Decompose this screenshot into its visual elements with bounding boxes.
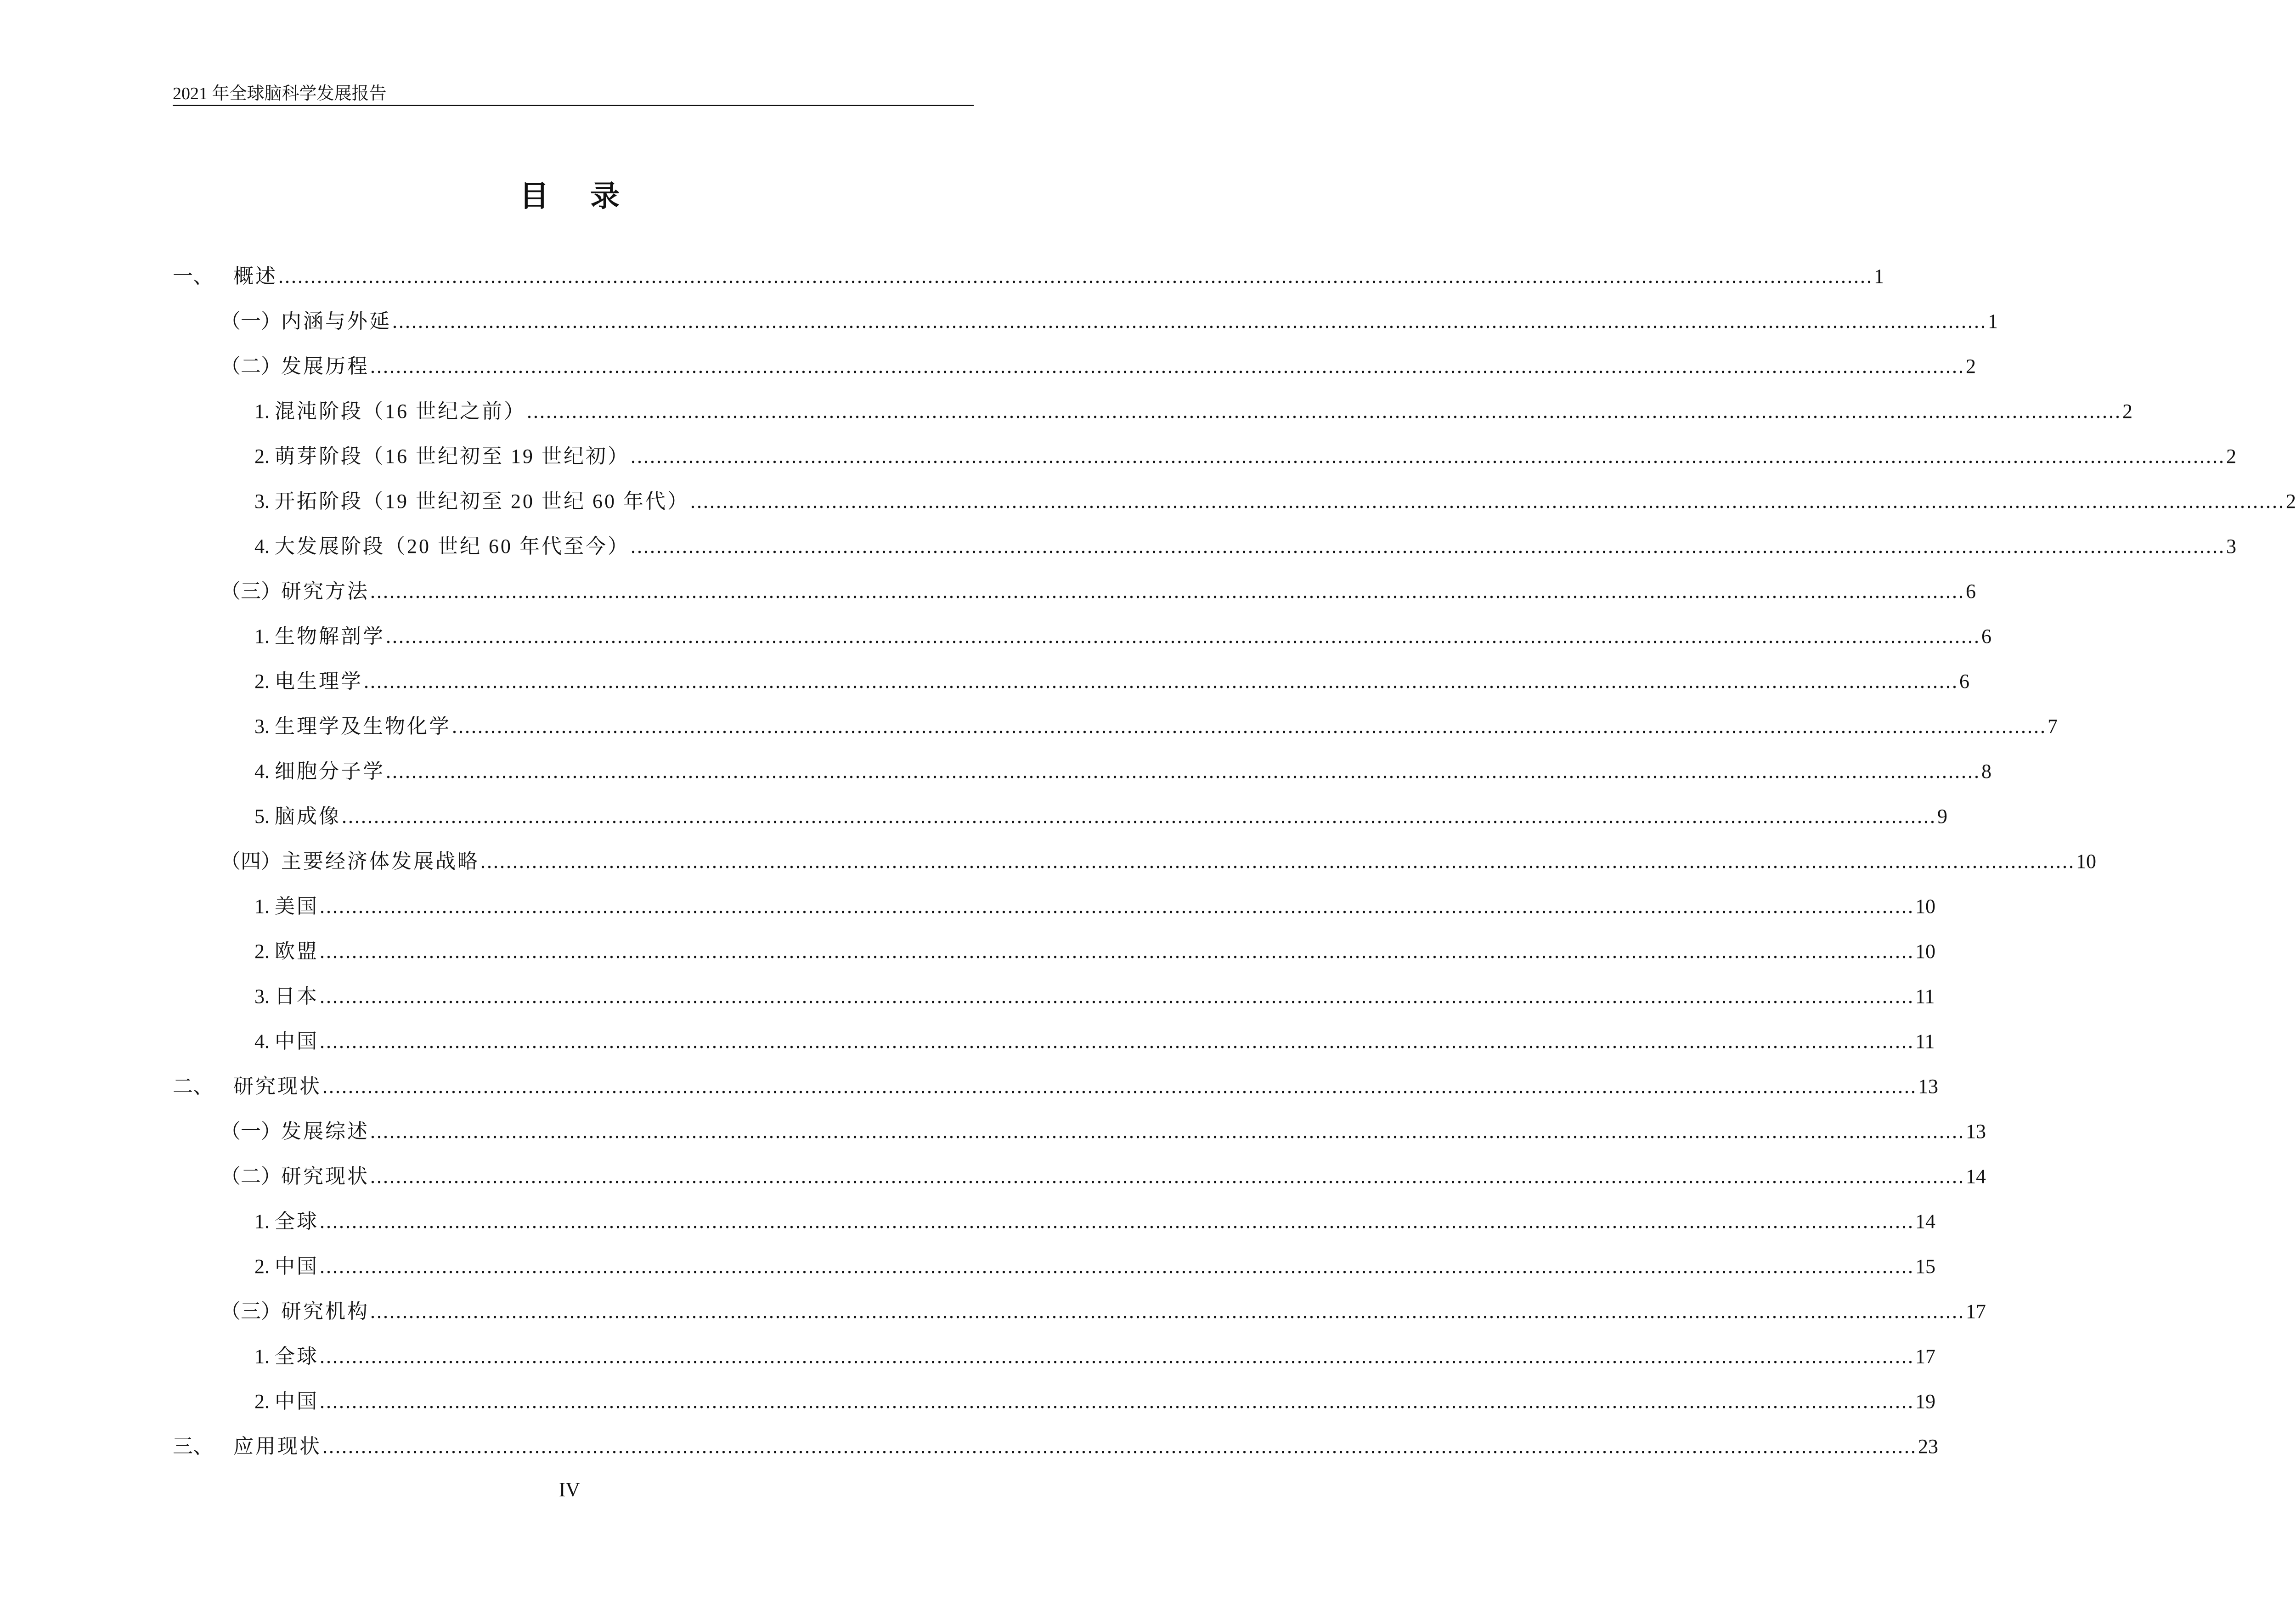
toc-entry[interactable] bbox=[220, 353, 1976, 380]
toc-entry-number: （一） bbox=[220, 310, 281, 332]
dot-leader: ........................................................................................................................................................................................................................................................ bbox=[320, 1210, 1914, 1233]
toc-entry-page: 13 bbox=[1966, 1120, 1986, 1143]
toc-entry-page: 6 bbox=[1959, 670, 1969, 693]
toc-entry-number: 一、 bbox=[173, 265, 213, 287]
toc-entry-label: 内涵与外延 bbox=[281, 310, 391, 332]
toc-entry-page: 2 bbox=[2122, 400, 2132, 422]
toc-entry-number: 三、 bbox=[173, 1435, 213, 1458]
toc-entry[interactable] bbox=[254, 983, 1935, 1010]
toc-entry-page: 6 bbox=[1981, 625, 1991, 648]
toc-entry-label: 中国 bbox=[275, 1030, 319, 1053]
toc-entry-number: 2. bbox=[254, 445, 270, 468]
dot-leader: ........................................................................................................................................................................................................................................................ bbox=[392, 310, 1987, 332]
toc-entry-label: 概述 bbox=[233, 265, 277, 287]
dot-leader: ........................................................................................................................................................................................................................................................ bbox=[278, 265, 1873, 287]
toc-entry-number: 1. bbox=[254, 400, 270, 422]
toc-entry-page: 13 bbox=[1918, 1075, 1938, 1098]
dot-leader: ........................................................................................................................................................................................................................................................ bbox=[320, 985, 1914, 1008]
dot-leader: ........................................................................................................................................................................................................................................................ bbox=[320, 1030, 1914, 1053]
toc-entry-page: 10 bbox=[1915, 895, 1935, 918]
toc-entry[interactable] bbox=[254, 938, 1935, 965]
toc-entry-number: 2. bbox=[254, 940, 270, 963]
toc-entry-number: 2. bbox=[254, 1390, 270, 1413]
dot-leader: ........................................................................................................................................................................................................................................................ bbox=[370, 580, 1965, 603]
toc-entry[interactable] bbox=[254, 1208, 1935, 1235]
dot-leader: ........................................................................................................................................................................................................................................................ bbox=[690, 490, 2285, 513]
toc-entry-page: 2 bbox=[2286, 490, 2296, 513]
dot-leader: ........................................................................................................................................................................................................................................................ bbox=[370, 1300, 1965, 1323]
toc-entry-label: 中国 bbox=[275, 1390, 319, 1413]
toc-entry-label: 生物解剖学 bbox=[275, 625, 385, 648]
toc-entry[interactable] bbox=[254, 1028, 1935, 1055]
toc-entry[interactable] bbox=[173, 1073, 1938, 1100]
toc-entry[interactable] bbox=[254, 1388, 1935, 1415]
toc-entry-page: 15 bbox=[1915, 1255, 1935, 1278]
toc-entry-number: 4. bbox=[254, 1030, 270, 1053]
dot-leader: ........................................................................................................................................................................................................................................................ bbox=[370, 1165, 1965, 1188]
toc-entry-number: （四） bbox=[220, 850, 281, 873]
dot-leader: ........................................................................................................................................................................................................................................................ bbox=[631, 445, 2225, 468]
toc-entry[interactable] bbox=[254, 668, 1969, 695]
toc-entry[interactable] bbox=[254, 443, 2236, 470]
toc-entry-number: 3. bbox=[254, 985, 270, 1008]
toc-entry-number: 3. bbox=[254, 490, 270, 513]
toc-entry-label: 研究方法 bbox=[281, 580, 369, 603]
dot-leader: ........................................................................................................................................................................................................................................................ bbox=[364, 670, 1958, 693]
toc-entry[interactable] bbox=[220, 848, 2096, 875]
toc-entry-page: 1 bbox=[1988, 310, 1998, 332]
toc-entry[interactable] bbox=[220, 578, 1976, 605]
toc-entry-label: 研究机构 bbox=[281, 1300, 369, 1323]
toc-entry-number: 2. bbox=[254, 670, 270, 693]
toc-entry[interactable] bbox=[254, 398, 2132, 425]
toc-entry-page: 8 bbox=[1981, 760, 1991, 783]
toc-entry-label: 发展综述 bbox=[281, 1120, 369, 1143]
toc-entry-label: 电生理学 bbox=[275, 670, 363, 693]
toc-entry[interactable] bbox=[254, 1253, 1935, 1280]
header-rule bbox=[173, 105, 974, 106]
toc-entry-label: 混沌阶段（16 世纪之前） bbox=[275, 400, 526, 422]
toc-entry-label: 发展历程 bbox=[281, 355, 369, 377]
toc-entry-label: 研究现状 bbox=[233, 1075, 322, 1098]
toc-entry[interactable] bbox=[254, 623, 1991, 650]
toc-entry-label: 萌芽阶段（16 世纪初至 19 世纪初） bbox=[275, 445, 630, 468]
toc-entry-page: 11 bbox=[1915, 1030, 1935, 1053]
toc-entry-number: 二、 bbox=[173, 1075, 213, 1098]
dot-leader: ........................................................................................................................................................................................................................................................ bbox=[320, 1255, 1914, 1278]
dot-leader: ........................................................................................................................................................................................................................................................ bbox=[320, 1345, 1914, 1368]
toc-entry-number: （三） bbox=[220, 580, 281, 603]
toc-entry-page: 1 bbox=[1874, 265, 1884, 287]
toc-entry[interactable] bbox=[173, 1433, 1938, 1460]
toc-entry[interactable] bbox=[254, 713, 2058, 740]
toc-entry-label: 中国 bbox=[275, 1255, 319, 1278]
toc-entry-page: 7 bbox=[2048, 715, 2058, 738]
dot-leader: ........................................................................................................................................................................................................................................................ bbox=[342, 805, 1936, 828]
toc-entry-label: 全球 bbox=[275, 1345, 319, 1368]
toc-entry-number: 4. bbox=[254, 760, 270, 783]
toc-entry-page: 2 bbox=[2226, 445, 2236, 468]
toc-entry-page: 14 bbox=[1915, 1210, 1935, 1233]
toc-entry-number: 4. bbox=[254, 535, 270, 558]
toc-entry-page: 14 bbox=[1966, 1165, 1986, 1188]
toc-title: 目录 bbox=[519, 180, 661, 214]
toc-entry-page: 17 bbox=[1915, 1345, 1935, 1368]
dot-leader: ........................................................................................................................................................................................................................................................ bbox=[386, 625, 1980, 648]
toc-entry-label: 日本 bbox=[275, 985, 319, 1008]
dot-leader: ........................................................................................................................................................................................................................................................ bbox=[320, 895, 1914, 918]
page-number: IV bbox=[558, 1478, 581, 1501]
toc-entry-number: 3. bbox=[254, 715, 270, 738]
toc-entry[interactable] bbox=[220, 1118, 1986, 1145]
toc-entry[interactable] bbox=[220, 1163, 1986, 1190]
toc-entry-number: （二） bbox=[220, 1165, 281, 1188]
dot-leader: ........................................................................................................................................................................................................................................................ bbox=[386, 760, 1980, 783]
toc-entry-page: 23 bbox=[1918, 1435, 1938, 1458]
dot-leader: ........................................................................................................................................................................................................................................................ bbox=[322, 1435, 1917, 1458]
toc-entry-page: 10 bbox=[2076, 850, 2096, 873]
toc-entry-number: （二） bbox=[220, 355, 281, 377]
toc-entry-page: 6 bbox=[1966, 580, 1976, 603]
toc-entry-label: 研究现状 bbox=[281, 1165, 369, 1188]
toc-entry-label: 美国 bbox=[275, 895, 319, 918]
toc-entry-page: 17 bbox=[1966, 1300, 1986, 1323]
dot-leader: ........................................................................................................................................................................................................................................................ bbox=[320, 1390, 1914, 1413]
dot-leader: ........................................................................................................................................................................................................................................................ bbox=[480, 850, 2075, 873]
toc-entry[interactable] bbox=[254, 533, 2236, 560]
toc-entry-number: （一） bbox=[220, 1120, 281, 1143]
toc-entry-label: 大发展阶段（20 世纪 60 年代至今） bbox=[275, 535, 630, 558]
toc-entry-label: 应用现状 bbox=[233, 1435, 322, 1458]
toc-entry-label: 开拓阶段（19 世纪初至 20 世纪 60 年代） bbox=[275, 490, 689, 513]
dot-leader: ........................................................................................................................................................................................................................................................ bbox=[322, 1075, 1917, 1098]
toc-entry-label: 欧盟 bbox=[275, 940, 319, 963]
toc-entry-number: 1. bbox=[254, 895, 270, 918]
toc-entry-page: 11 bbox=[1915, 985, 1935, 1008]
toc-entry-page: 2 bbox=[1966, 355, 1976, 377]
toc-entry-number: 1. bbox=[254, 625, 270, 648]
dot-leader: ........................................................................................................................................................................................................................................................ bbox=[631, 535, 2225, 558]
toc-entry-page: 19 bbox=[1915, 1390, 1935, 1413]
toc-entry-label: 生理学及生物化学 bbox=[275, 715, 451, 738]
toc-entry[interactable] bbox=[220, 1298, 1986, 1325]
toc-entry-page: 10 bbox=[1915, 940, 1935, 963]
toc-entry-label: 脑成像 bbox=[275, 805, 341, 828]
toc-entry-page: 3 bbox=[2226, 535, 2236, 558]
toc-entry[interactable] bbox=[254, 488, 2296, 515]
toc-entry-number: 2. bbox=[254, 1255, 270, 1278]
toc-entry-label: 全球 bbox=[275, 1210, 319, 1233]
dot-leader: ........................................................................................................................................................................................................................................................ bbox=[527, 400, 2121, 422]
toc-entry[interactable] bbox=[254, 803, 1947, 830]
dot-leader: ........................................................................................................................................................................................................................................................ bbox=[320, 940, 1914, 963]
toc-entry-label: 主要经济体发展战略 bbox=[281, 850, 480, 873]
toc-entry[interactable] bbox=[254, 758, 1991, 785]
dot-leader: ........................................................................................................................................................................................................................................................ bbox=[452, 715, 2047, 738]
toc-entry-number: 5. bbox=[254, 805, 270, 828]
dot-leader: ........................................................................................................................................................................................................................................................ bbox=[370, 355, 1965, 377]
toc-entry[interactable] bbox=[220, 308, 1998, 335]
running-header: 2021 年全球脑科学发展报告 bbox=[173, 84, 387, 103]
toc-entry-number: 1. bbox=[254, 1210, 270, 1233]
toc-entry-number: （三） bbox=[220, 1300, 281, 1323]
toc-entry[interactable] bbox=[254, 893, 1935, 920]
dot-leader: ........................................................................................................................................................................................................................................................ bbox=[370, 1120, 1965, 1143]
toc-entry-number: 1. bbox=[254, 1345, 270, 1368]
toc-entry-label: 细胞分子学 bbox=[275, 760, 385, 783]
toc-entry[interactable] bbox=[254, 1343, 1935, 1370]
toc-entry[interactable] bbox=[173, 263, 1884, 290]
toc-entry-page: 9 bbox=[1937, 805, 1947, 828]
